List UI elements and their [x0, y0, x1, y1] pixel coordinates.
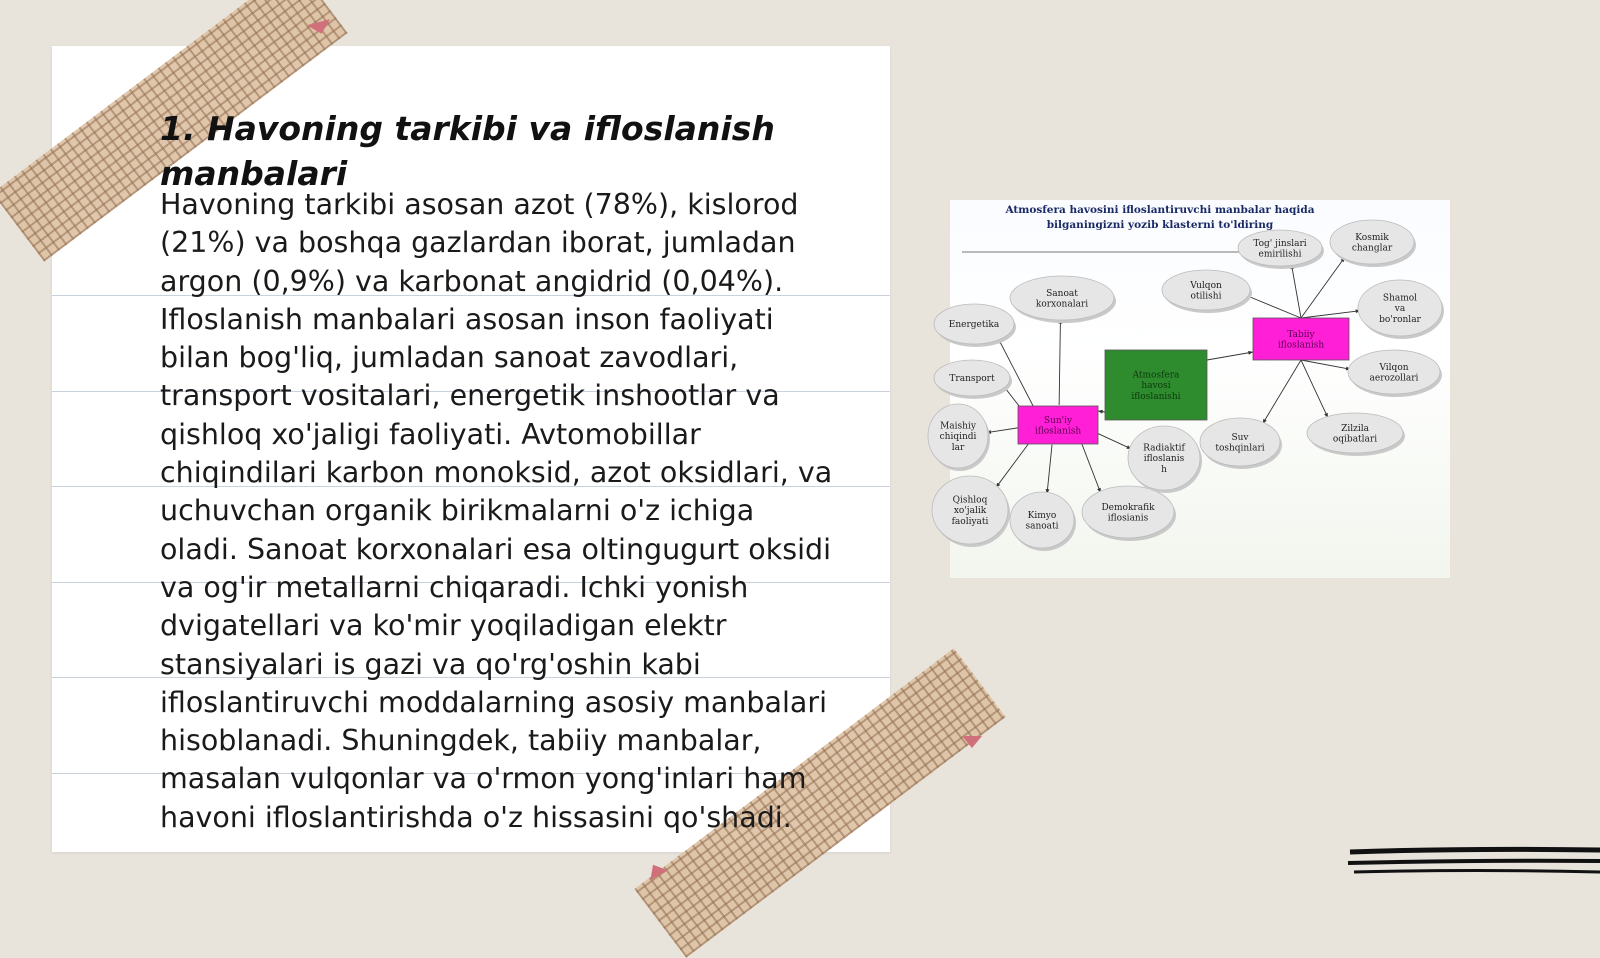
pin-bottom-right	[962, 736, 982, 748]
diagram-arrow	[1207, 352, 1253, 360]
human-source-node-label: Maishiy	[940, 421, 976, 432]
center-node-label: ifloslanishi	[1131, 391, 1181, 402]
natural-source-node-label: Kosmik	[1355, 232, 1389, 243]
natural-source-node-label: aerozollari	[1369, 373, 1419, 384]
diagram-arrow	[986, 427, 1022, 432]
diagram-arrow	[1059, 319, 1060, 405]
cluster-diagram	[939, 200, 1450, 578]
human-source-node-label: Demokrafik	[1101, 502, 1155, 513]
slide-title: 1. Havoning tarkibi va ifloslanish manbalari	[160, 109, 775, 193]
human-source-node-label: Radiaktif	[1143, 443, 1185, 454]
natural-source-node-label: otilishi	[1190, 291, 1222, 302]
center-node-label: havosi	[1141, 381, 1171, 392]
human-source-node-label: Kimyo	[1027, 510, 1057, 521]
diagram-heading-line2: bilganingizni yozib klasterni to'ldiring	[1046, 219, 1274, 231]
natural-pollution-node-label: Tabiiy	[1287, 329, 1315, 340]
human-source-node-label: korxonalari	[1035, 299, 1089, 310]
natural-source-node-label: Vilqon	[1379, 362, 1409, 373]
diagram-arrowhead	[1248, 351, 1253, 355]
human-source-node-label: xo'jalik	[953, 506, 987, 517]
natural-source-node-label: Vulqon	[1190, 280, 1222, 291]
diagram-arrow	[1301, 257, 1345, 318]
cluster-diagram-svg	[939, 200, 1450, 578]
human-source-node-label: sanoati	[1025, 521, 1059, 532]
natural-source-node-label: oqibatlari	[1332, 434, 1378, 445]
natural-source-node-label: emirilishi	[1258, 249, 1302, 260]
diagram-arrow	[1047, 445, 1052, 494]
diagram-arrow	[1301, 360, 1351, 369]
human-source-node-label: Transport	[949, 374, 995, 385]
natural-pollution-node-label: ifloslanish	[1277, 340, 1325, 351]
human-pollution-node-label: Sun'iy	[1043, 415, 1073, 426]
diagram-nodes	[928, 220, 1444, 551]
diagram-arrowhead	[1098, 410, 1103, 414]
human-source-node-label: iflosianis	[1107, 513, 1149, 524]
human-source-node-label: h	[1161, 464, 1167, 475]
human-source-node-label: Qishloq	[952, 495, 988, 506]
natural-source-node-label: Shamol	[1382, 293, 1418, 304]
diagram-arrow	[1081, 441, 1101, 493]
diagram-arrow	[1301, 360, 1328, 418]
natural-source-node-label: bo'ronlar	[1379, 314, 1421, 325]
natural-source-node-label: Suv	[1231, 432, 1249, 443]
natural-source-node-label: Zilzila	[1341, 423, 1369, 434]
diagram-arrow	[1246, 295, 1301, 318]
slide-body-text: Havoning tarkibi asosan azot (78%), kislorod (21%) va boshqa gazlardan iborat, jumladan argon (0,9%) va karbonat angidrid (0,04%). Ifloslanish manbalari asosan inson faoliyati bilan bog'liq, jumladan sanoat zavodlari, transport vositalari, energetik inshootlar va qishloq xo'jaligi faoliyati. Avtomobillar chiqindilari karbon monoksid, azot oksidlari, va uchuvchan organik birikmalarni o'z ichiga oladi. Sanoat korxonalari esa oltingugurt oksidi va og'ir metallarni chiqaradi. Ichki yonish dvigatellari va ko'mir yoqiladigan elektr stansiyalari is gazi va qo'rg'oshin kabi ifloslantiruvchi moddalarning asosiy manbalari hisoblanadi. Shuningdek, tabiiy manbalar, masalan vulqonlar va o'rmon yong'inlari ham havoni ifloslantirishda o'z hissasini qo'shadi.	[160, 188, 833, 834]
human-source-node-label: chiqindi	[939, 432, 977, 443]
diagram-arrow	[1301, 311, 1360, 318]
human-source-node-label: lar	[951, 442, 965, 453]
diagram-heading-line1: Atmosfera havosini ifloslantiruvchi manbalar haqida	[1005, 204, 1315, 216]
decorative-scribble	[1348, 846, 1600, 886]
human-source-node-label: Energetika	[948, 320, 1000, 331]
human-pollution-node-label: ifloslanish	[1034, 426, 1082, 437]
center-node-label: Atmosfera	[1132, 370, 1180, 381]
human-source-node-label: faoliyati	[951, 516, 989, 527]
natural-source-node-label: toshqinlari	[1215, 443, 1265, 454]
human-source-node-label: ifloslanis	[1143, 454, 1185, 465]
natural-source-node-label: changlar	[1351, 243, 1393, 254]
diagram-arrow	[996, 439, 1032, 488]
diagram-arrow	[1263, 360, 1301, 424]
natural-source-node-label: va	[1394, 304, 1406, 315]
natural-source-node-label: Tog' jinslari	[1253, 238, 1307, 249]
diagram-arrow	[1291, 264, 1301, 318]
human-source-node-label: Sanoat	[1046, 288, 1078, 299]
